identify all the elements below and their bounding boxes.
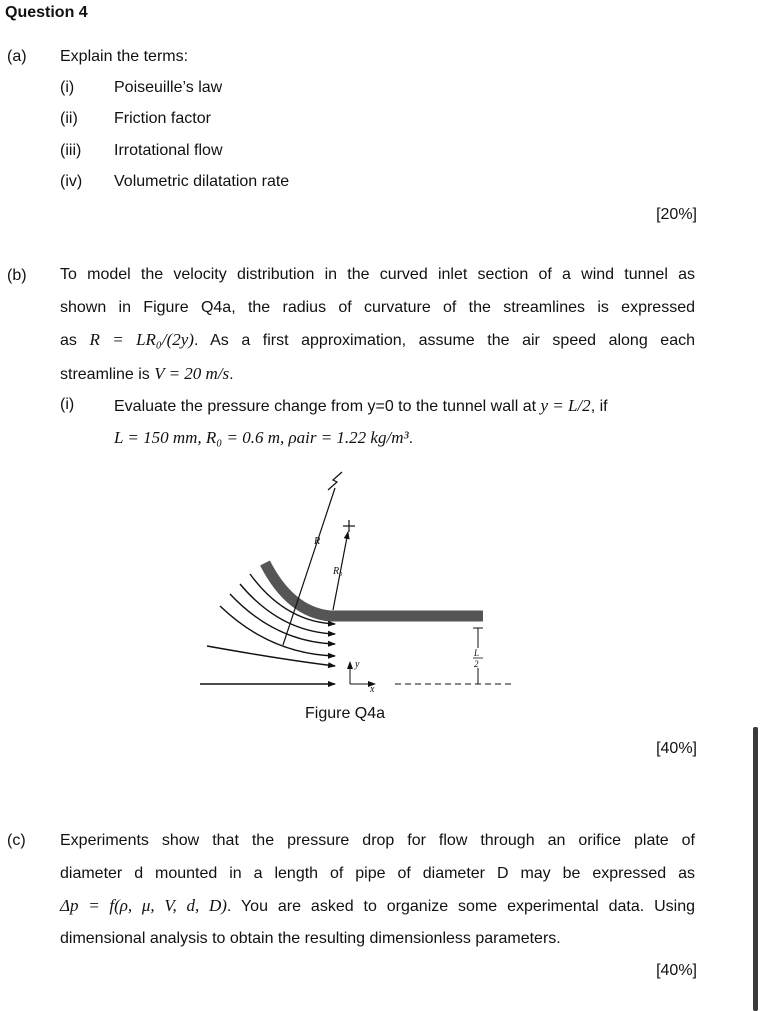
part-c-line-3 — [60, 890, 695, 924]
given-values-equation: L = 150 mm, R₀ = 0.6 m, ρair = 1.22 kg/m³ — [114, 428, 409, 447]
part-b-line-4 — [60, 364, 234, 384]
label-half-numerator: L — [474, 648, 480, 658]
item-iv-text: Volumetric dilatation rate — [114, 173, 290, 190]
part-b-line-4-post: . — [229, 366, 234, 383]
part-c-marks: [40%] — [656, 962, 697, 979]
label-half-denominator: 2 — [474, 659, 479, 669]
part-b-sub-line-1-post: , if — [590, 398, 608, 415]
label-R0: R₀ — [333, 566, 343, 577]
part-b-sub-line-2 — [114, 428, 413, 448]
part-b-line-2: shown in Figure Q4a, the radius of curvature of the streamlines is expressed — [60, 298, 695, 316]
item-iii-num: (iii) — [60, 142, 82, 159]
speed-equation: V = 20 m/s — [154, 364, 230, 383]
label-x: x — [370, 684, 375, 695]
part-c-label: (c) — [7, 832, 26, 849]
item-i-num: (i) — [60, 79, 75, 96]
part-b-marks: [40%] — [656, 740, 697, 757]
part-a-marks: [20%] — [656, 206, 697, 223]
item-i-text: Poiseuille’s law — [114, 79, 223, 96]
item-ii-text: Friction factor — [114, 110, 211, 127]
pressure-drop-equation: Δp = f(ρ, μ, V, d, D) — [60, 896, 227, 915]
part-b-sub-line-1-pre: Evaluate the pressure change from y=0 to the tunnel wall at — [114, 398, 541, 415]
part-b-sub-line-1 — [114, 396, 608, 416]
break-mark — [328, 472, 342, 490]
part-b-sub-num: (i) — [60, 396, 75, 413]
figure-q4a-diagram — [195, 470, 525, 700]
figure-caption: Figure Q4a — [305, 705, 386, 722]
part-b-line-1: To model the velocity distribution in the curved inlet section of a wind tunnel as — [60, 266, 695, 283]
part-a-intro: Explain the terms: — [60, 48, 189, 65]
label-R: R — [314, 536, 321, 547]
streamline — [207, 646, 335, 666]
wall-position-equation: y = L/2 — [540, 396, 591, 415]
item-iii-text: Irrotational flow — [114, 142, 223, 159]
part-b-sub-line-2-post: . — [408, 430, 414, 447]
radius-line-R — [283, 488, 335, 645]
part-b-line-3 — [60, 324, 695, 358]
radius-equation: R = LR₀/(2y) — [89, 330, 194, 349]
label-y: y — [355, 659, 360, 670]
question-title: Question 4 — [5, 4, 88, 21]
part-c-line-3-post: . You are asked to organize some experimental data. Using — [226, 898, 695, 915]
part-c-paragraph — [60, 825, 695, 924]
item-iv-num: (iv) — [60, 173, 83, 190]
tunnel-wall — [265, 563, 483, 616]
part-a-label: (a) — [7, 48, 27, 65]
part-b-line-4-pre: streamline is — [60, 366, 155, 383]
part-c-line-4: dimensional analysis to obtain the resulting dimensionless parameters. — [60, 930, 561, 947]
item-ii-num: (ii) — [60, 110, 78, 127]
vertical-scrollbar[interactable] — [753, 727, 758, 1011]
part-c-line-2: diameter d mounted in a length of pipe of diameter D may be expressed as — [60, 864, 695, 882]
part-b-line-3-pre: as — [60, 332, 90, 349]
part-c-line-1: Experiments show that the pressure drop for flow through an orifice plate of — [60, 832, 695, 849]
part-b-label: (b) — [7, 267, 27, 284]
part-b-paragraph — [60, 259, 695, 358]
part-b-line-3-post: . As a first approximation, assume the air speed along each — [193, 332, 696, 349]
